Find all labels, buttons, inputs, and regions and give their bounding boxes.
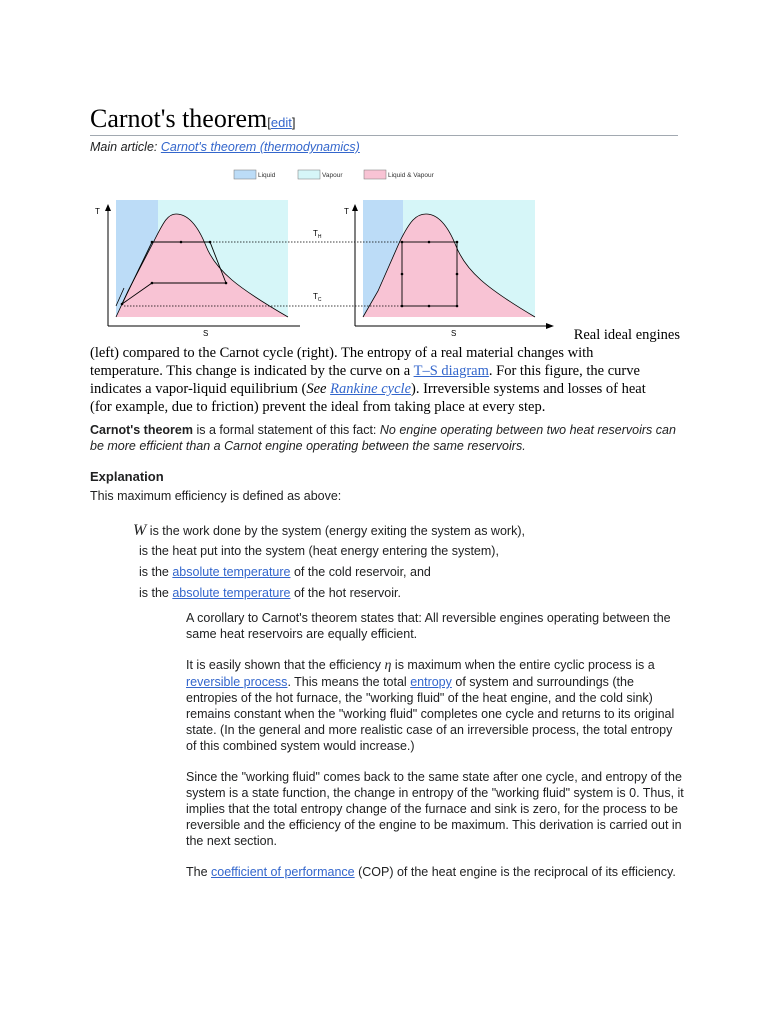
figure-caption (90, 326, 680, 416)
def-w: W is the work done by the system (energy exiting the system as work), (133, 522, 525, 539)
edit-bracket-open: [ (267, 115, 271, 130)
theorem-bold: Carnot's theorem (90, 423, 193, 437)
legend-label-mix: Liquid & Vapour (388, 172, 434, 179)
caption-line-2: temperature. This change is indicated by the curve on a T–S diagram. For this figure, the curve (90, 363, 640, 379)
indented-block (186, 610, 686, 895)
legend-label-liquid: Liquid (258, 172, 276, 179)
rankine-cycle-link[interactable]: Rankine cycle (330, 381, 412, 397)
section-heading (90, 104, 678, 136)
def-tc: is the absolute temperature of the cold reservoir, and (139, 565, 431, 579)
legend-swatch-mix (364, 170, 386, 179)
eta-symbol: η (384, 658, 392, 673)
efficiency-paragraph: It is easily shown that the efficiency η is maximum when the entire cyclic process is a reversible process. This means the total entropy of system and surroundings (the entropies of the hot furnace, the "working fluid" of the heat engine, and the cold sink) remains constant when the "working fluid" completes one cycle and returns to its original state. (In the general and more realistic case of an irreversible process, the total entropy of this combined system would increase.) (186, 658, 675, 753)
theorem-text: is a formal statement of this fact: (193, 423, 380, 437)
caption-line-4: (for example, due to friction) prevent the ideal from taking place at every step. (90, 399, 546, 415)
caption-line-3: indicates a vapor-liquid equilibrium (See Rankine cycle). Irreversible systems and losses of heat (90, 381, 646, 397)
entropy-link[interactable]: entropy (410, 675, 452, 689)
caption-line-1: (left) compared to the Carnot cycle (right). The entropy of a real material changes with (90, 345, 594, 361)
coefficient-of-performance-link[interactable]: coefficient of performance (211, 865, 355, 879)
edit-bracket-close: ] (291, 115, 296, 130)
right-t-label: T (344, 207, 349, 216)
w-variable: W (133, 522, 147, 539)
def-th: is the absolute temperature of the hot reservoir. (139, 586, 401, 600)
ts-diagram-link[interactable]: T–S diagram (413, 363, 489, 379)
corollary-paragraph: A corollary to Carnot's theorem states that: All reversible engines operating between the same heat reservoirs are equally efficient. (186, 611, 671, 641)
definition-list (133, 520, 693, 604)
reversible-process-link[interactable]: reversible process (186, 675, 288, 689)
hatnote-prefix: Main article: (90, 140, 161, 154)
theorem-statement (90, 422, 680, 454)
absolute-temperature-link-1[interactable]: absolute temperature (172, 565, 291, 579)
absolute-temperature-link-2[interactable]: absolute temperature (172, 586, 291, 600)
hatnote (90, 140, 360, 154)
left-s-label: S (203, 329, 209, 338)
cop-paragraph: The coefficient of performance (COP) of the heat engine is the reciprocal of its efficiency. (186, 865, 676, 879)
legend-swatch-liquid (234, 170, 256, 179)
ts-diagram-figure (88, 166, 568, 346)
edit-section (267, 115, 295, 130)
caption-line-0: Real ideal engines (573, 327, 680, 343)
working-fluid-paragraph: Since the "working fluid" comes back to the same state after one cycle, and entropy of the system is a state function, the change in entropy of the "working fluid" system is 0. Thus, it implies that the total entropy change of the furnace and sink is zero, for the process to be reversible and the efficiency of the engine to be maximum. This derivation is carried out in the next section. (186, 770, 684, 848)
def-q: is the heat put into the system (heat energy entering the system), (139, 544, 499, 558)
main-article-link[interactable]: Carnot's theorem (thermodynamics) (160, 140, 360, 154)
tc-label: $T_C$ (313, 292, 322, 303)
right-s-label: S (451, 329, 457, 338)
theorem-italic: No engine operating between two heat reservoirs can be more efficient than a Carnot engine operating between the same reservoirs. (90, 423, 676, 453)
left-t-label: T (95, 207, 100, 216)
explanation-text: This maximum efficiency is defined as above: (90, 489, 342, 503)
section-title: Carnot's theorem (90, 104, 268, 133)
explanation-heading: Explanation (90, 469, 164, 484)
edit-link[interactable]: edit (270, 115, 292, 130)
legend-label-vapour: Vapour (322, 172, 343, 179)
th-label: $T_H$ (313, 229, 322, 240)
legend-swatch-vapour (298, 170, 320, 179)
